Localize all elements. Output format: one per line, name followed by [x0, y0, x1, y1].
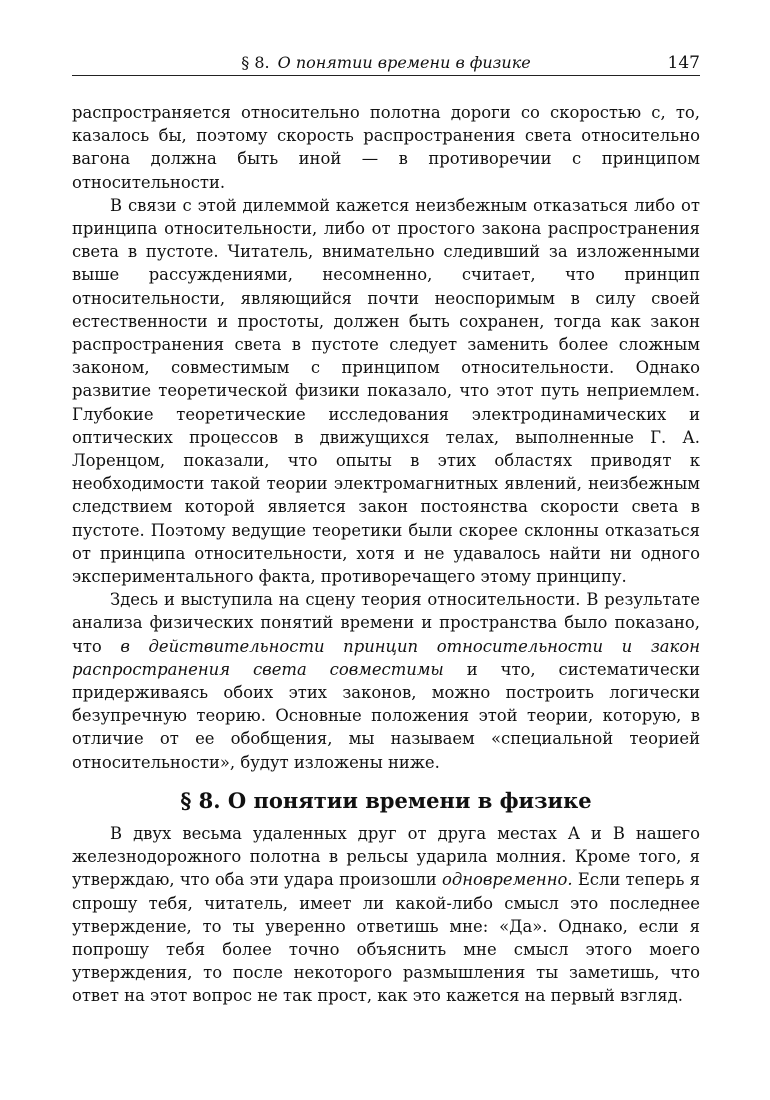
paragraph-relativity-theory	[72, 588, 700, 774]
running-head	[72, 51, 700, 76]
body-text	[72, 101, 700, 1008]
running-head-section: § 8.	[241, 53, 270, 72]
paragraph-dilemma: В связи с этой дилеммой кажется неизбежным отказаться либо от принципа относительности, либо от простого закона распространения света в пустоте. Читатель, внимательно следивший за изложенными выше рассуждениями, несомненно, считает, что принцип относительности, являющийся почти неоспоримым в силу своей естественности и простоты, должен быть сохранен, тогда как закон распространения света в пустоте следует заменить более сложным законом, совместимым с принципом относительности. Однако развитие теоретической физики показало, что этот путь неприемлем. Глубокие теоретические исследования электродинамических и оптических процессов в движущихся телах, выполненные Г. А. Лоренцом, показали, что опыты в этих областях приводят к необходимости такой теории электромагнитных явлений, неизбежным следствием которой является закон постоянства скорости света в пустоте. Поэтому ведущие теоретики были скорее склонны отказаться от принципа относительности, хотя и не удавалось найти ни одного экспериментального факта, противоречащего этому принципу.	[72, 195, 700, 587]
paragraph-simultaneity-emphasis: одновременно.	[441, 870, 573, 890]
paragraph-continuation: распространяется относительно полотна дороги со скоростью c, то, казалось бы, поэтому скорость распространения света относительно вагона должна быть иной — в противоречии с принципом относительности.	[72, 103, 700, 192]
paragraph-relativity-text-end: и что, систематически придерживаясь обоих этих законов, можно построить логически безупречную теорию. Основные положения этой теории, которую, в отличие от ее обобщения, мы называем «специальной теорией относительности», будут изложены ниже.	[72, 659, 700, 772]
running-head-center	[72, 51, 700, 75]
page-number: 147	[667, 53, 700, 73]
running-head-title: О понятии времени в физике	[277, 53, 531, 72]
paragraph-simultaneity	[72, 822, 700, 1008]
section-heading: § 8. О понятии времени в физике	[180, 787, 592, 813]
paragraph-simultaneity-text-end: Если теперь я спрошу тебя, читатель, имеет ли какой-либо смысл это последнее утверждение, то ты уверенно ответишь мне: «Да». Однако, если я попрошу тебя более точно объяснить мне смысл этого моего утверждения, то после некоторого размышления ты заметишь, что ответ на этот вопрос не так прост, как это кажется на первый взгляд.	[72, 870, 700, 1006]
paragraph-relativity-emphasis: в действительности принцип относительности и закон распространения света совместимы	[72, 636, 701, 679]
paragraph-relativity-text-start: Здесь и выступила на сцену теория относительности. В результате анализа физических понятий времени и пространства было показано, что	[72, 590, 700, 656]
paragraph-simultaneity-text-start: В двух весьма удаленных друг от друга местах A и B нашего железнодорожного полотна в рельсы ударила молния. Кроме того, я утверждаю, что оба эти удара произошли	[72, 823, 700, 890]
